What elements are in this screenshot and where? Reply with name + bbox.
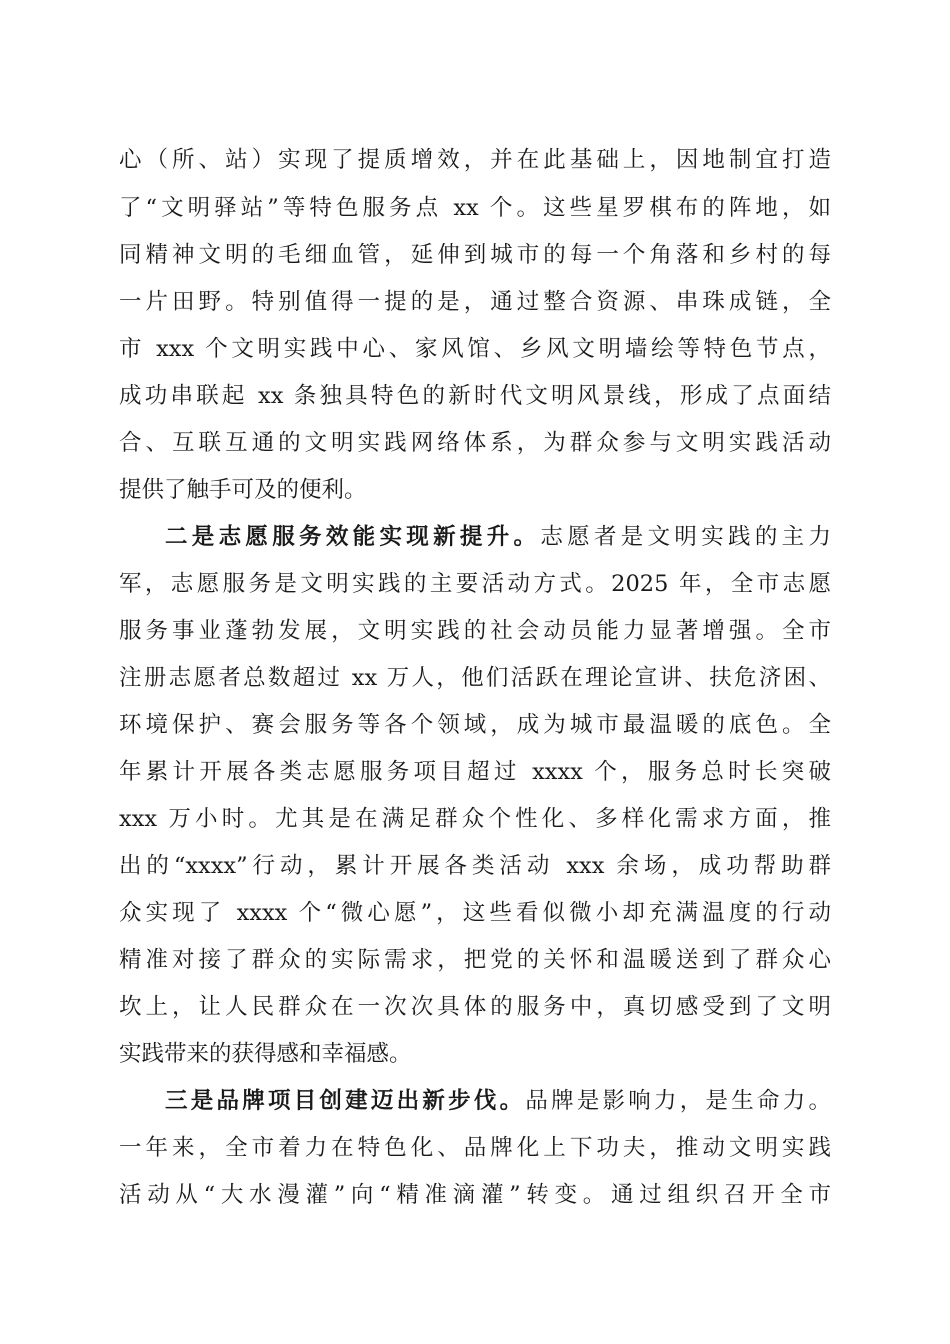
- body-text-line: 提供了触手可及的便利。: [119, 477, 367, 503]
- body-text-line: 环境保护、赛会服务等各个领域，成为城市最温暖的底色。全: [119, 712, 831, 738]
- body-text-line: 一年来，全市着力在特色化、品牌化上下功夫，推动文明实践: [119, 1135, 831, 1161]
- body-text-line: 出的“xxxx”行动，累计开展各类活动 xxx 余场，成功帮助群: [119, 853, 831, 879]
- paragraph-first-line: [165, 516, 831, 558]
- body-text-line: 注册志愿者总数超过 xx 万人，他们活跃在理论宣讲、扶危济困、: [119, 665, 831, 691]
- body-text-line: 成功串联起 xx 条独具特色的新时代文明风景线，形成了点面结: [119, 383, 831, 409]
- body-text-line: 市 xxx 个文明实践中心、家风馆、乡风文明墙绘等特色节点，: [119, 336, 831, 362]
- body-text-span: 品牌是影响力，是生命力。: [525, 1088, 831, 1114]
- paragraph-heading: 三是品牌项目创建迈出新步伐。: [165, 1088, 526, 1114]
- body-text-span: 志愿者是文明实践的主力: [540, 524, 831, 550]
- body-text-line: 活动从“大水漫灌”向“精准滴灌”转变。通过组织召开全市: [119, 1182, 831, 1208]
- body-text-line: 了“文明驿站”等特色服务点 xx 个。这些星罗棋布的阵地，如: [119, 195, 831, 221]
- body-text-line: 精准对接了群众的实际需求，把党的关怀和温暖送到了群众心: [119, 947, 831, 973]
- body-text-line: 众实现了 xxxx 个“微心愿”，这些看似微小却充满温度的行动: [119, 900, 831, 926]
- body-text-line: 心（所、站）实现了提质增效，并在此基础上，因地制宜打造: [119, 147, 831, 173]
- paragraph-first-line: [165, 1080, 831, 1122]
- body-text-line: xxx 万小时。尤其是在满足群众个性化、多样化需求方面，推: [119, 806, 831, 832]
- body-text-line: 服务事业蓬勃发展，文明实践的社会动员能力显著增强。全市: [119, 618, 831, 644]
- body-text-line: 一片田野。特别值得一提的是，通过整合资源、串珠成链，全: [119, 289, 831, 315]
- body-text-line: 实践带来的获得感和幸福感。: [119, 1041, 412, 1067]
- body-text-line: 军，志愿服务是文明实践的主要活动方式。2025 年，全市志愿: [119, 571, 831, 597]
- body-text-line: 年累计开展各类志愿服务项目超过 xxxx 个，服务总时长突破: [119, 759, 831, 785]
- body-text-line: 坎上，让人民群众在一次次具体的服务中，真切感受到了文明: [119, 994, 831, 1020]
- body-text-line: 合、互联互通的文明实践网络体系，为群众参与文明实践活动: [119, 430, 831, 456]
- body-text-line: 同精神文明的毛细血管，延伸到城市的每一个角落和乡村的每: [119, 242, 831, 268]
- paragraph-heading: 二是志愿服务效能实现新提升。: [165, 524, 541, 550]
